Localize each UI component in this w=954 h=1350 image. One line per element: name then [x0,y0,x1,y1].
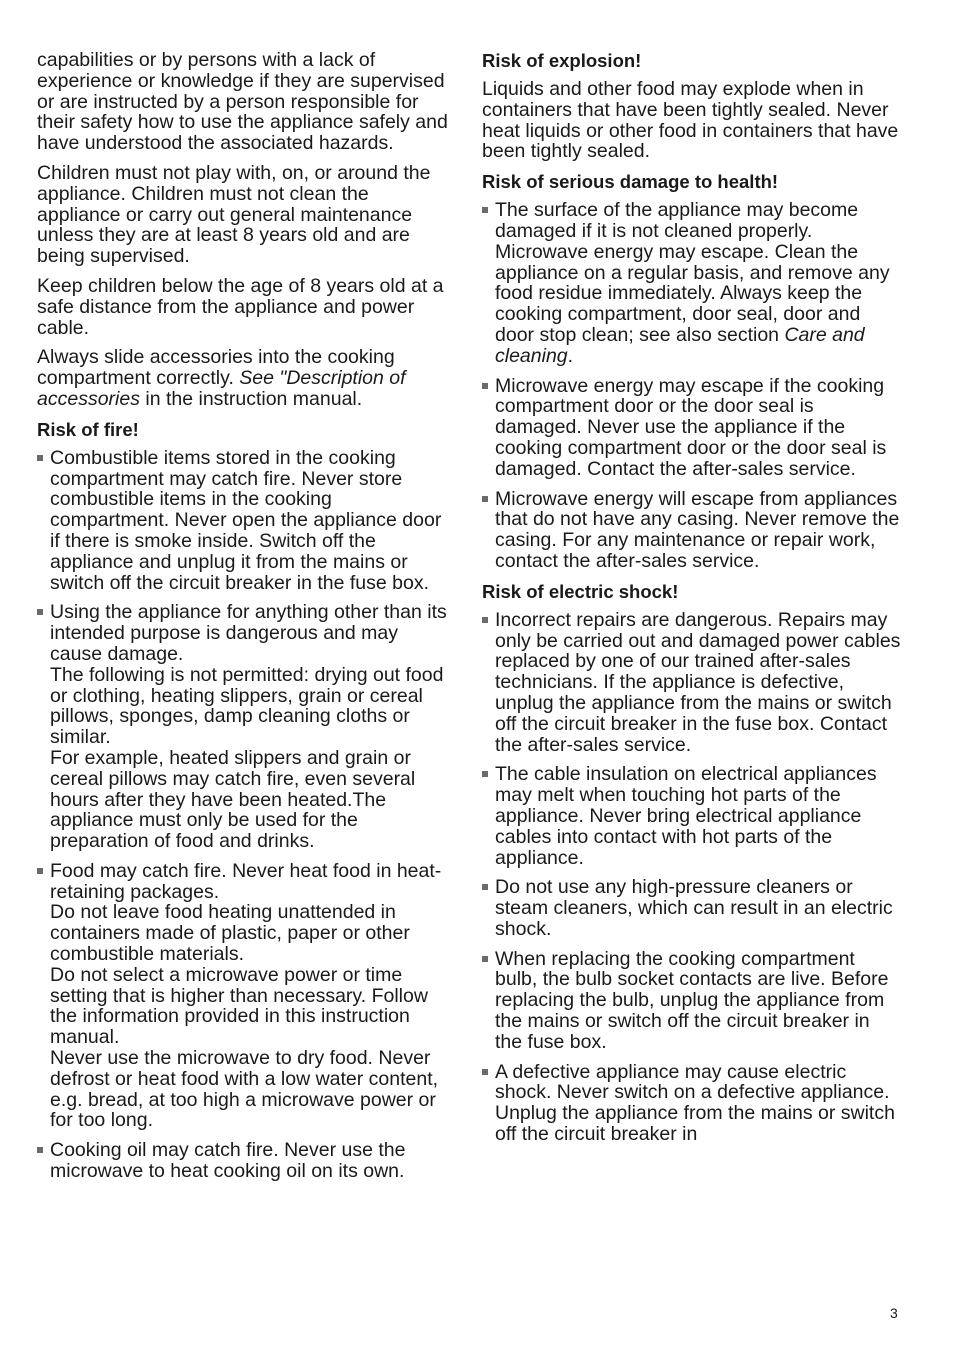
list-item [37,602,455,852]
list-item-text: Combustible items stored in the cooking compartment may catch fire. Never store combustible items in the cooking compartment. Never open the appliance door if there is smoke inside. Switch off the appliance and unplug it from the mains or switch off the circuit breaker in the fuse box. [50,446,442,594]
list-item-text: Microwave energy will escape from appliances that do not have any casing. Never remove the casing. For any maintenance or repair work, contact the after-sales service. [495,487,900,572]
square-bullet-icon [482,207,488,213]
square-bullet-icon [37,1147,43,1153]
square-bullet-icon [37,868,43,874]
list-item-text: Do not use any high-pressure cleaners or steam cleaners, which can result in an electric shock. [495,876,893,940]
list-item [482,610,902,756]
paragraph-children-distance: Keep children below the age of 8 years old at a safe distance from the appliance and power cable. [37,274,444,339]
accessories-text: Always slide accessories into the cooking compartment correctly. [37,346,395,390]
list-item-text: For example, heated slippers and grain or cereal pillows may catch fire, even several hours after they have been heated.The appliance must only be used for the preparation of food and drinks. [50,746,416,853]
list-item [482,1062,902,1145]
explosion-paragraph: Liquids and other food may explode when in containers that have been tightly sealed. Never heat liquids or other food in containers that have been tightly sealed. [482,78,899,163]
list-item-text: A defective appliance may cause electric shock. Never switch on a defective appliance. Unplug the appliance from the mains or switch off the circuit breaker in [495,1060,895,1146]
list-item [482,376,902,480]
list-item-text: Never use the microwave to dry food. Never defrost or heat food with a low water content, e.g. bread, at too high a microwave power or for too long. [50,1047,439,1132]
square-bullet-icon [482,884,488,890]
list-item-text: Incorrect repairs are dangerous. Repairs may only be carried out and damaged power cables replaced by one of our trained after-sales technicians. If the appliance is defective, unplug the appliance from the mains or switch off the circuit breaker in the fuse box. Contact the after-sales service. [495,608,901,756]
square-bullet-icon [482,956,488,962]
square-bullet-icon [482,1069,488,1075]
list-item [37,1140,455,1182]
shock-list [482,610,902,1145]
paragraph-supervision: capabilities or by persons with a lack of experience or knowledge if they are supervised or are instructed by a person responsible for their safety how to use the appliance safely and have understood the associated hazards. [37,49,448,155]
list-item-text: The surface of the appliance may become damaged if it is not cleaned properly. Microwave energy may escape. Clean the appliance on a regular basis, and remove any food residue immediately. Always keep the cooking compartment, door seal, door and door stop clean; see also section [495,199,890,346]
square-bullet-icon [482,771,488,777]
square-bullet-icon [482,496,488,502]
square-bullet-icon [37,455,43,461]
fire-list [37,448,455,1182]
list-item-text: When replacing the cooking compartment bulb, the bulb socket contacts are live. Before replacing the bulb, unplug the appliance from the mains or switch off the circuit breaker in the fuse box. [495,947,889,1053]
paragraph-children-play: Children must not play with, on, or around the appliance. Children must not clean the appliance or carry out general maintenance unless they are at least 8 years old and are being supervised. [37,161,431,268]
square-bullet-icon [482,617,488,623]
list-item [482,949,902,1053]
explosion-heading: Risk of explosion! [482,50,642,71]
list-item-text: Food may catch fire. Never heat food in heat-retaining packages. [50,859,442,903]
list-item-text: The cable insulation on electrical appliances may melt when touching hot parts of the appliance. Never bring electrical appliance cables into contact with hot parts of the appliance. [495,763,877,869]
list-item-text: The following is not permitted: drying out food or clothing, heating slippers, grain or cereal pillows, sponges, damp cleaning cloths or similar. [50,663,444,749]
page-number: 3 [890,1305,898,1321]
health-heading: Risk of serious damage to health! [482,171,779,193]
paragraph-accessories [37,347,455,409]
care-cleaning-reference: Care and cleaning [495,323,865,367]
list-item-text: Microwave energy may escape if the cooking compartment door or the door seal is damaged. Never use the appliance if the cooking compartment door or the door seal is damaged. Contact the after-sales service. [495,374,887,480]
list-item [37,861,455,1131]
fire-heading: Risk of fire! [37,418,139,440]
left-column [37,50,455,1191]
list-item [482,877,902,939]
list-item [37,448,455,594]
list-item [482,489,902,572]
square-bullet-icon [37,609,43,615]
list-item-text: Using the appliance for anything other than its intended purpose is dangerous and may cause damage. [50,601,447,665]
accessories-text-end: in the instruction manual. [139,387,363,410]
right-column [482,50,902,1154]
electric-shock-heading: Risk of electric shock! [482,580,679,602]
list-item [482,764,902,868]
health-list [482,200,902,572]
accessories-reference: See "Description of accessories [37,367,406,410]
list-item-text-end: . [567,344,574,367]
list-item-text: Do not select a microwave power or time setting that is higher than necessary. Follow the information provided in this instruction manual. [50,963,428,1049]
square-bullet-icon [482,383,488,389]
list-item-text: Cooking oil may catch fire. Never use the microwave to heat cooking oil on its own. [50,1139,406,1183]
list-item [482,200,902,366]
list-item-text: Do not leave food heating unattended in containers made of plastic, paper or other combustible materials. [50,901,410,966]
